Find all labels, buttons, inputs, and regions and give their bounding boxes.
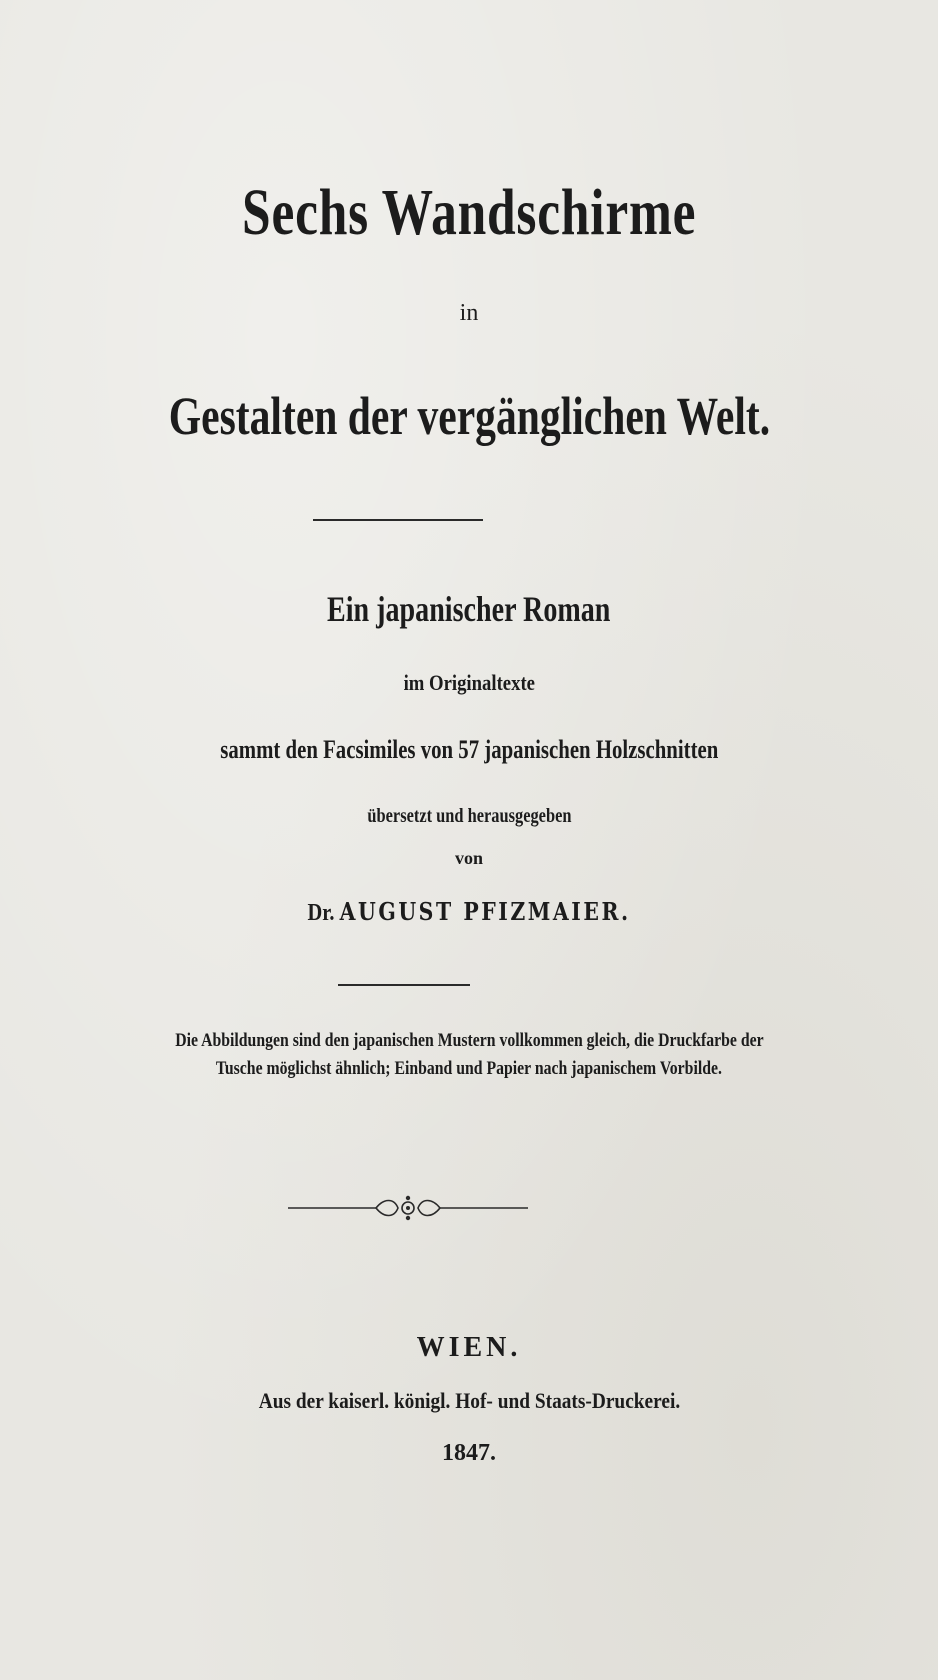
imprint-year: 1847. [442, 1440, 496, 1466]
note-line-2: Tusche möglichst ähnlich; Einband und Papier nach japanischem Vorbilde. [215, 1058, 723, 1079]
facsimiles-line: sammt den Facsimiles von 57 japanischen Holzschnitten [219, 735, 719, 764]
von-line: von [454, 848, 483, 868]
author-prefix: Dr. [307, 900, 335, 926]
imprint-city: WIEN. [416, 1332, 522, 1363]
title-connector: in [459, 300, 479, 326]
note-line-1: Die Abbildungen sind den japanischen Mustern vollkommen gleich, die Druckfarbe der [174, 1030, 764, 1051]
translated-by-line: übersetzt und herausgegeben [366, 805, 572, 827]
book-subtitle: Gestalten der vergänglichen Welt. [168, 386, 770, 446]
imprint-press: Aus der kaiserl. königl. Hof- und Staats-Druckerei. [258, 1388, 680, 1413]
author-line [0, 897, 938, 927]
work-type: Ein japanischer Roman [327, 589, 611, 629]
divider-rule-top [313, 519, 483, 521]
original-text-line: im Originaltexte [403, 670, 535, 695]
author-name: AUGUST PFIZMAIER. [339, 897, 631, 926]
divider-rule-middle [338, 984, 470, 986]
book-title: Sechs Wandschirme [241, 176, 697, 249]
ornamental-divider [288, 1194, 528, 1222]
